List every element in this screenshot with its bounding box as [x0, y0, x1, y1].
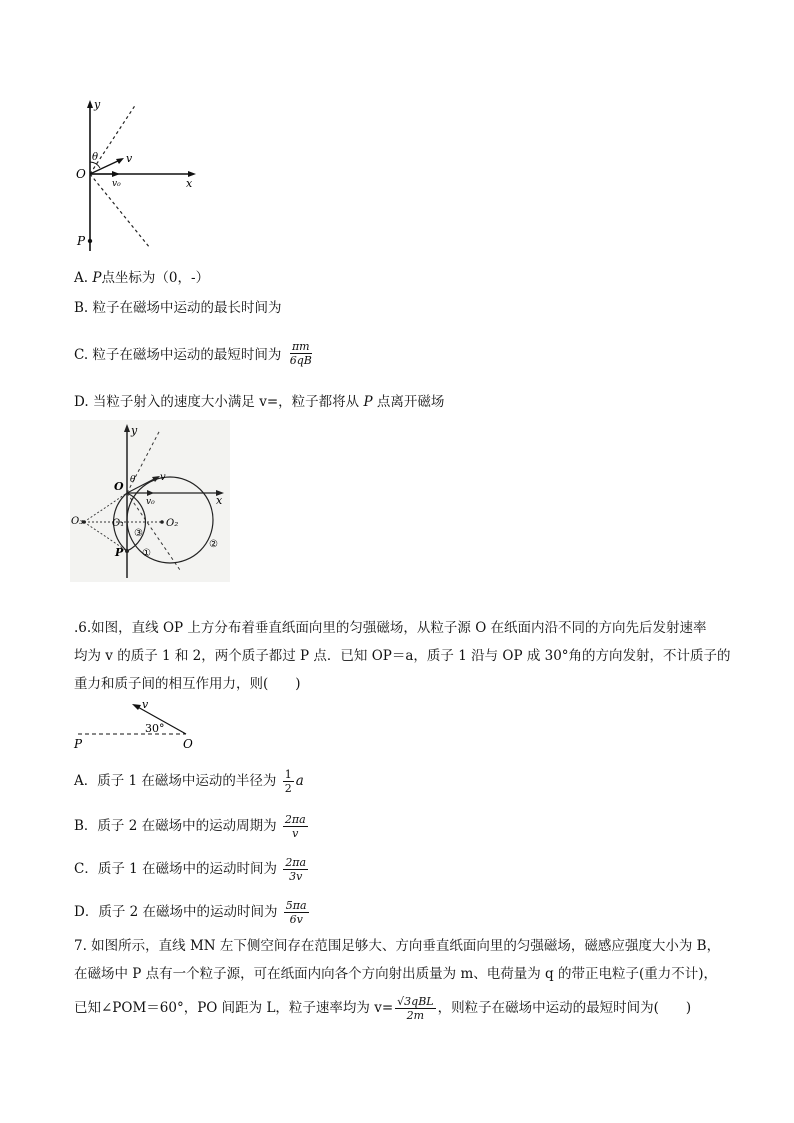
q6-option-c-den: 3v — [289, 870, 303, 883]
theta-label: θ — [92, 152, 99, 163]
q6-v-label: v — [142, 698, 149, 711]
q6-option-a-fraction — [283, 768, 294, 795]
q6-o-label: O — [183, 737, 193, 751]
q6-option-b-fraction — [283, 813, 308, 840]
point-p — [88, 239, 92, 243]
q6-line-3: 重力和质子间的相互作用力，则( ) — [74, 676, 301, 692]
x-axis-label: x — [186, 177, 193, 190]
y-axis-label: y — [94, 98, 101, 111]
option-a-prefix: A. — [74, 270, 93, 286]
q6-p-label: P — [74, 737, 83, 751]
q7-line-3-post: ，则粒子在磁场中运动的最短时间为( ) — [437, 1000, 692, 1016]
point-p-2 — [125, 549, 129, 553]
q6-line-2: 均为 v 的质子 1 和 2，两个质子都过 P 点．已知 OP＝a，质子 1 沿与 OP 成 30°角的方向发射，不计质子的 — [74, 648, 731, 664]
q6-angle-label: 30° — [145, 722, 165, 735]
q6-stem — [74, 614, 731, 698]
q7-line-3-pre: 已知∠POM＝60°，PO 间距为 L，粒子速率均为 v= — [74, 1000, 394, 1016]
theta-label-2: θ — [130, 475, 136, 485]
figure-1-diagram — [72, 96, 202, 256]
q6-line-1: .6.如图，直线 OP 上方分布着垂直纸面向里的匀强磁场，从粒子源 O 在纸面内沿不同的方向先后发射速率 — [74, 620, 707, 636]
q6-option-a-text: A．质子 1 在磁场中运动的半径为 — [74, 773, 277, 789]
option-b-text: B. 粒子在磁场中运动的最长时间为 — [74, 300, 282, 316]
q6-option-c-fraction — [283, 856, 308, 883]
y-arrow — [87, 100, 93, 108]
mark-3: ③ — [134, 528, 143, 539]
option-b — [74, 298, 282, 318]
p-label-2: P — [115, 546, 124, 559]
option-d — [74, 392, 444, 412]
v0-label-2: v₀ — [146, 497, 155, 507]
velocity-head-q6 — [132, 704, 141, 710]
q6-option-d-den: 6v — [289, 913, 303, 926]
figure-2-diagram — [70, 420, 230, 582]
option-c-fraction — [288, 340, 314, 367]
q7-den: 2m — [406, 1009, 425, 1022]
q6-option-b — [74, 813, 310, 840]
v-label: v — [126, 152, 133, 165]
option-d-suffix: 点离开磁场 — [372, 394, 445, 410]
option-c-num: πm — [291, 340, 310, 353]
o1-label: O₁ — [112, 518, 125, 529]
y-axis-label-2: y — [131, 424, 138, 437]
q7-line-2: 在磁场中 P 点有一个粒子源，可在纸面内向各个方向射出质量为 m、电荷量为 q 的带正电粒子(重力不计)， — [74, 966, 718, 982]
origin-label-2: O — [114, 480, 124, 493]
q6-option-a — [74, 768, 304, 795]
q6-option-d-num: 5πa — [285, 899, 307, 912]
q7-line-1: 7. 如图所示，直线 MN 左下侧空间存在范围足够大、方向垂直纸面向里的匀强磁场，磁感应强度大小为 B， — [74, 938, 721, 954]
q6-option-c-text: C．质子 1 在磁场中的运动时间为 — [74, 861, 278, 877]
q6-option-d — [74, 899, 311, 926]
o3-label: O₃ — [71, 516, 84, 527]
origin-label: O — [76, 167, 86, 181]
q6-option-a-num: 1 — [284, 768, 292, 781]
q6-option-a-den: 2 — [284, 782, 292, 795]
x-axis-label-2: x — [216, 494, 223, 507]
q7-num: √3qBL — [397, 995, 434, 1008]
option-a — [74, 268, 209, 288]
q6-figure — [72, 696, 202, 752]
velocity-v0-head-2 — [147, 490, 154, 496]
q6-option-c-num: 2πa — [285, 856, 307, 869]
point-o2 — [160, 520, 164, 524]
option-a-text: 点坐标为（0，-） — [101, 270, 210, 286]
p-label: P — [77, 234, 86, 248]
velocity-v0-head — [112, 171, 120, 177]
q6-option-c — [74, 856, 310, 883]
q6-option-b-text: B．质子 2 在磁场中的运动周期为 — [74, 818, 277, 834]
q7-line-3 — [74, 994, 724, 1022]
option-d-prefix: D. 当粒子射入的速度大小满足 v=，粒子都将从 — [74, 394, 364, 410]
mark-2: ② — [209, 539, 218, 550]
option-c-den: 6qB — [289, 354, 312, 367]
o2-label: O₂ — [166, 518, 179, 529]
v0-label: v₀ — [112, 179, 121, 189]
mark-1: ① — [142, 548, 151, 559]
q6-option-d-text: D．质子 2 在磁场中的运动时间为 — [74, 904, 278, 920]
q7-stem — [74, 932, 724, 1022]
q6-option-d-fraction — [284, 899, 309, 926]
option-c — [74, 342, 316, 369]
v-label-2: v — [160, 472, 166, 483]
q6-option-a-tail: a — [295, 773, 304, 789]
option-a-var: P — [92, 270, 102, 286]
y-arrow-2 — [124, 424, 130, 432]
q7-velocity-fraction — [395, 995, 435, 1022]
q6-option-b-den: v — [292, 827, 299, 840]
option-c-text: C. 粒子在磁场中运动的最短时间为 — [74, 347, 282, 363]
option-d-var: P — [363, 394, 373, 410]
q6-option-b-num: 2πa — [284, 813, 306, 826]
